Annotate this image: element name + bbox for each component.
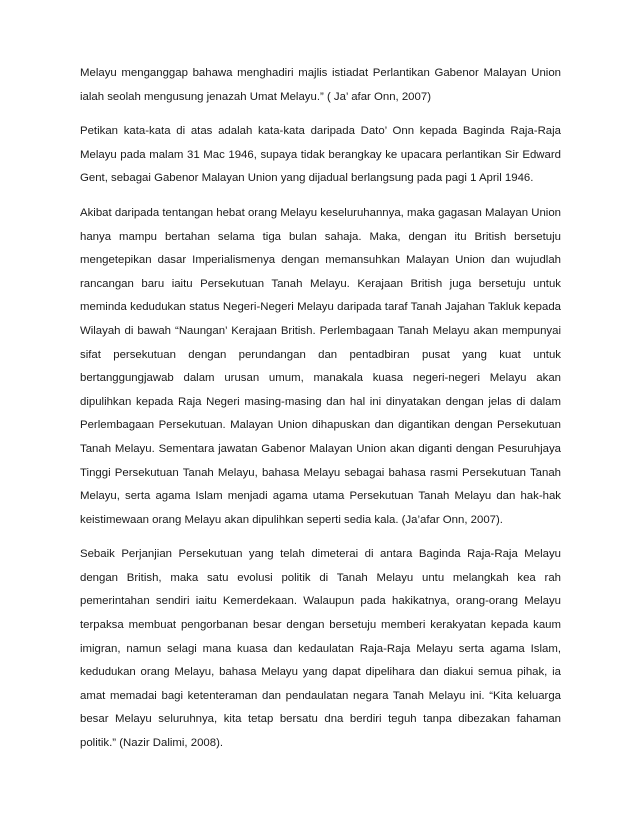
- paragraph-malayan-union: Akibat daripada tentangan hebat orang Melayu keseluruhannya, maka gagasan Malayan Union hanya mampu bertahan selama tiga bulan sahaja. Maka, dengan itu British bersetuju mengetepikan dasar Imperialismenya dengan memansuhkan Malayan Union dan wujudlah rancangan baru iaitu Persekutuan Tanah Melayu. Kerajaan British juga bersetuju untuk meminda kedudukan status Negeri-Negeri Melayu daripada taraf Tanah Jajahan Takluk kepada Wilayah di bawah “Naungan’ Kerajaan British. Perlembagaan Tanah Melayu akan mempunyai sifat persekutuan dengan perundangan dan pentadbiran pusat yang kuat untuk bertanggungjawab dalam urusan umum, manakala kuasa negeri-negeri Melayu akan dipulihkan kepada Raja Negeri masing-masing dan hal ini dinyatakan dengan jelas di dalam Perlembagaan Persekutuan. Malayan Union dihapuskan dan digantikan dengan Persekutuan Tanah Melayu. Sementara jawatan Gabenor Malayan Union akan diganti dengan Pesuruhjaya Tinggi Persekutuan Tanah Melayu, bahasa Melayu sebagai bahasa rasmi Persekutuan Tanah Melayu, serta agama Islam menjadi agama utama Persekutuan Tanah Melayu dan hak-hak keistimewaan orang Melayu akan dipulihkan seperti sedia kala. (Ja’afar Onn, 2007).: [80, 206, 561, 526]
- paragraph-perjanjian-persekutuan: Sebaik Perjanjian Persekutuan yang telah dimeterai di antara Baginda Raja-Raja Melayu dengan British, maka satu evolusi politik di Tanah Melayu untu melangkah kea rah pemerintahan sendiri iaitu Kemerdekaan. Walaupun pada hakikatnya, orang-orang Melayu terpaksa membuat pengorbanan besar dengan bersetuju memberi kerakyatan kepada kaum imigran, namun selagi mana kuasa dan kedaulatan Raja-Raja Melayu serta agama Islam, kedudukan orang Melayu, bahasa Melayu yang dapat dipelihara dan diakui semua pihak, ia amat memadai bagi ketenteraman dan pendaulatan negara Tanah Melayu ini. “Kita keluarga besar Melayu seluruhnya, kita tetap bersatu dna berdiri teguh tanpa dibezakan fahaman politik.” (Nazir Dalimi, 2008).: [80, 548, 561, 750]
- paragraph-dato-onn-quote: Petikan kata-kata di atas adalah kata-kata daripada Dato’ Onn kepada Baginda Raja-Raja Melayu pada malam 31 Mac 1946, supaya tidak berangkay ke upacara perlantikan Sir Edward Gent, sebagai Gabenor Malayan Union yang dijadual berlangsung pada pagi 1 April 1946.: [80, 125, 561, 185]
- paragraph-quote-ending: Melayu menganggap bahawa menghadiri majlis istiadat Perlantikan Gabenor Malayan Union ialah seolah mengusung jenazah Umat Melayu.” ( Ja’ afar Onn, 2007): [80, 67, 561, 103]
- document-page: [80, 62, 561, 756]
